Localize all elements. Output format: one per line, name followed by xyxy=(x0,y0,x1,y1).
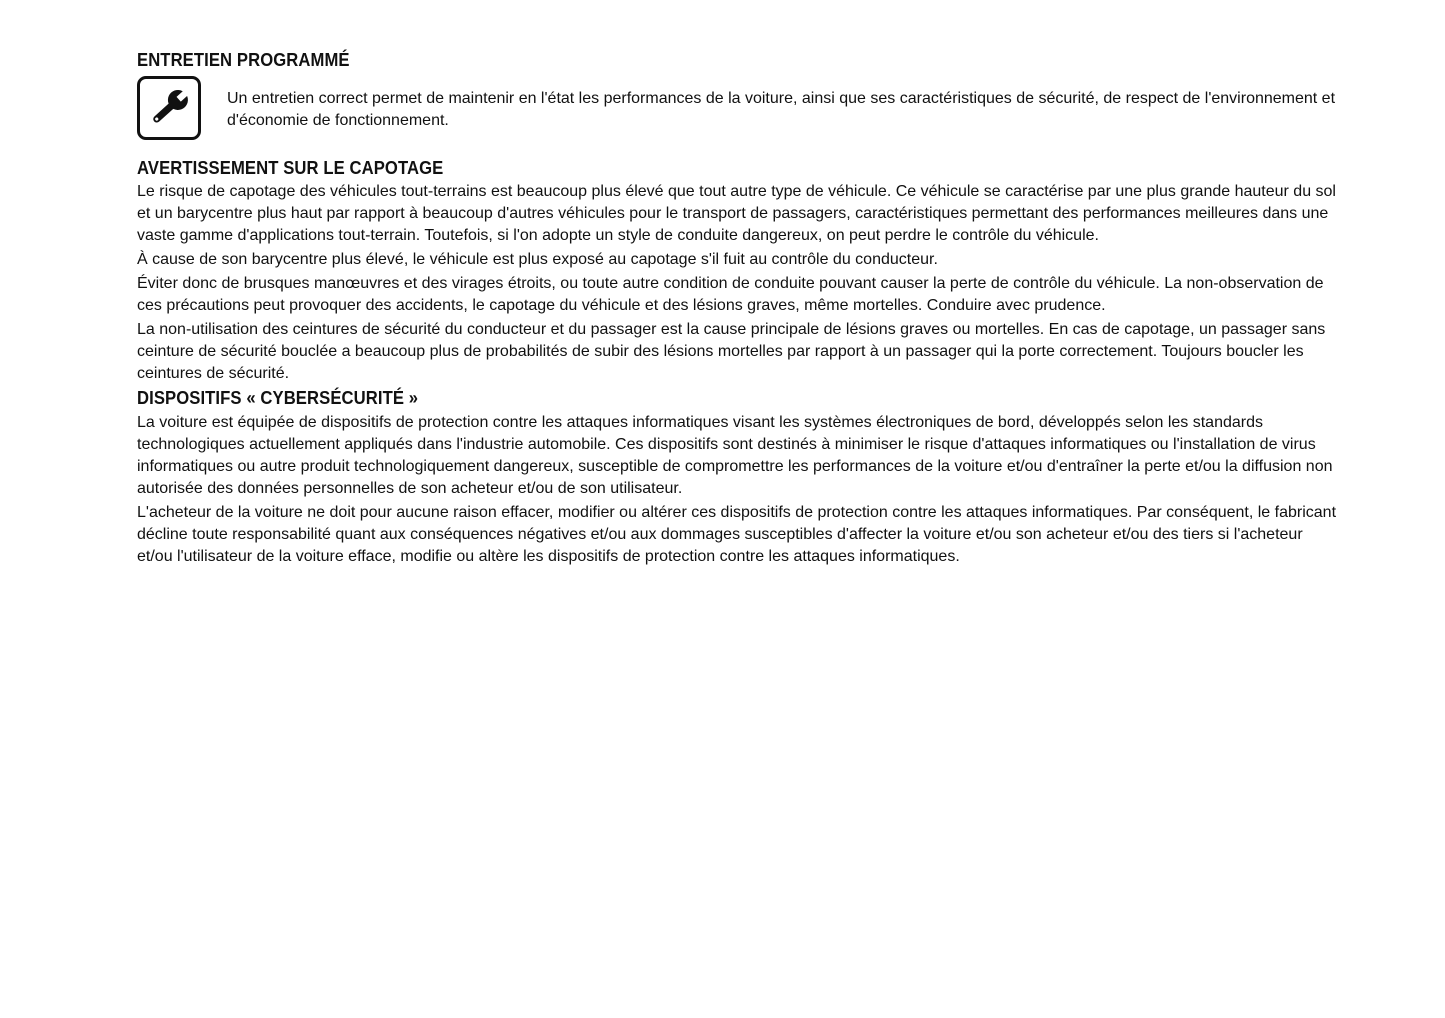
section-rollover-warning xyxy=(137,156,1337,385)
rollover-paragraph: Éviter donc de brusques manœuvres et des virages étroits, ou toute autre condition de conduite pouvant causer la perte de contrôle du véhicule. La non-observation de ces précautions peut provoquer des accidents, le capotage du véhicule et des lésions graves, même mortelles. Conduire avec prudence. xyxy=(137,275,1324,314)
rollover-paragraph: La non-utilisation des ceintures de sécurité du conducteur et du passager est la cause principale de lésions graves ou mortelles. En cas de capotage, un passager sans ceinture de sécurité bouclée a beaucoup plus de probabilités de subir des lésions mortelles par rapport à un passager qui la porte correctement. Toujours boucler les ceintures de sécurité. xyxy=(137,321,1326,382)
cybersecurity-paragraph: L'acheteur de la voiture ne doit pour aucune raison effacer, modifier ou altérer ces dispositifs de protection contre les attaques informatiques. Par conséquent, le fabricant décline toute responsabilité quant aux conséquences négatives et/ou aux dommages susceptibles d'affecter la voiture et/ou son acheteur et/ou des tiers si l'acheteur et/ou l'utilisateur de la voiture efface, modifie ou altère les dispositifs de protection contre les attaques informatiques. xyxy=(137,504,1337,565)
section-title-cybersecurity: DISPOSITIFS « CYBERSÉCURITÉ » xyxy=(137,387,419,408)
rollover-paragraph: À cause de son barycentre plus élevé, le véhicule est plus exposé au capotage s'il fuit au contrôle du conducteur. xyxy=(137,251,938,268)
document-page xyxy=(137,48,1337,568)
maintenance-row xyxy=(137,76,1337,140)
section-title-rollover: AVERTISSEMENT SUR LE CAPOTAGE xyxy=(137,157,444,178)
section-cybersecurity xyxy=(137,386,1337,568)
wrench-icon xyxy=(137,76,201,140)
section-scheduled-maintenance xyxy=(137,48,1337,140)
cybersecurity-paragraph: La voiture est équipée de dispositifs de protection contre les attaques informatiques visant les systèmes électroniques de bord, développés selon les standards technologiques actuellement appliqués dans l'industrie automobile. Ces dispositifs sont destinés à minimiser le risque d'attaques informatiques ou l'installation de virus informatiques ou autre produit technologiquement dangereux, susceptible de compromettre les performances de la voiture et/ou d'entraîner la perte et/ou la diffusion non autorisée des données personnelles de son acheteur et/ou de son utilisateur. xyxy=(137,414,1333,497)
rollover-paragraph: Le risque de capotage des véhicules tout-terrains est beaucoup plus élevé que tout autre type de véhicule. Ce véhicule se caractérise par une plus grande hauteur du sol et un barycentre plus haut par rapport à beaucoup d'autres véhicules pour le transport de passagers, caractéristiques permettant des performances meilleures dans une vaste gamme d'applications tout-terrain. Toutefois, si l'on adopte un style de conduite dangereux, on peut perdre le contrôle du véhicule. xyxy=(137,183,1336,244)
section-title-maintenance: ENTRETIEN PROGRAMMÉ xyxy=(137,49,350,70)
maintenance-text: Un entretien correct permet de maintenir en l'état les performances de la voiture, ainsi que ses caractéristiques de sécurité, de respect de l'environnement et d'économie de fonctionnement. xyxy=(227,90,1336,129)
